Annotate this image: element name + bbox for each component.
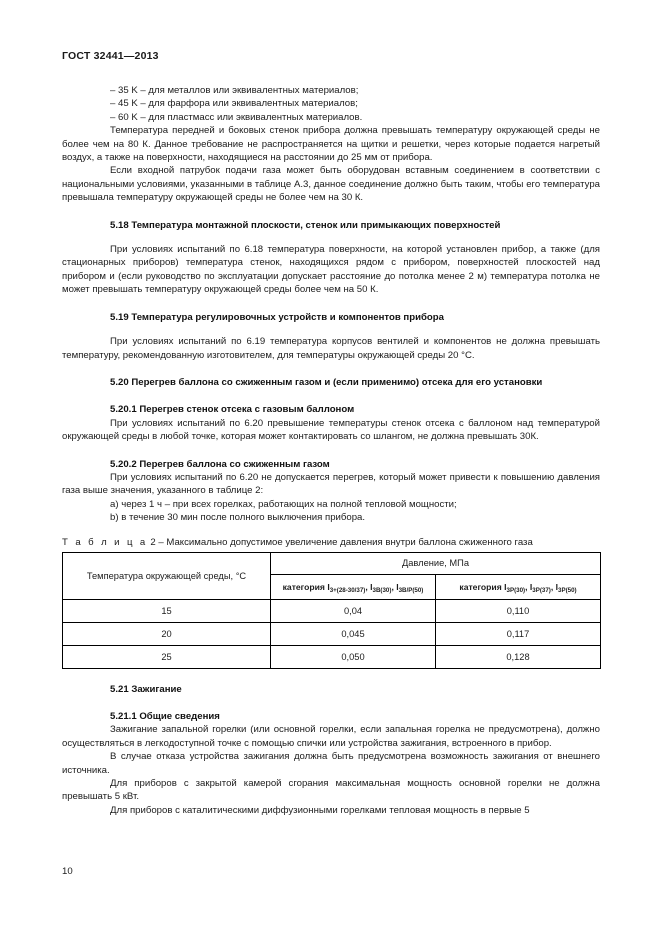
spacer (62, 444, 600, 458)
table-caption-number: 2 (150, 536, 156, 548)
cell-cat2: 0,128 (436, 645, 601, 668)
table-row (63, 645, 601, 668)
spacer (62, 324, 600, 335)
table-row (63, 622, 601, 645)
list-item-b: b) в течение 30 мин после полного выключения прибора. (110, 512, 366, 524)
heading-5-19: 5.19 Температура регулировочных устройств и компонентов прибора (110, 311, 444, 323)
table-caption (62, 536, 600, 549)
heading-5-20: 5.20 Перегрев баллона со сжиженным газом и (если применимо) отсека для его установки (110, 376, 543, 388)
list-item-a: a) через 1 ч – при всех горелках, работающих на полной тепловой мощности; (110, 498, 457, 510)
heading-5-20-2: 5.20.2 Перегрев баллона со сжиженным газом (110, 458, 330, 470)
paragraph-5-19: При условиях испытаний по 6.19 температура корпусов вентилей и компонентов не должна превышать температуру, рекомендованную изготовителем, для температуры окружающей среды 20 °С. (62, 336, 600, 361)
column-header-temperature: Температура окружающей среды, °С (63, 552, 271, 599)
spacer (62, 696, 600, 710)
paragraph-5-20-2: При условиях испытаний по 6.20 не допускается перегрев, который может привести к повышению давления газа выше значения, указанного в таблице 2: (62, 471, 600, 497)
heading-5-21-1: 5.21.1 Общие сведения (110, 710, 220, 722)
cell-temperature: 15 (63, 599, 271, 622)
category-1-prefix: категория (282, 581, 325, 592)
pressure-table (62, 552, 601, 669)
cell-cat2: 0,110 (436, 599, 601, 622)
cell-cat1: 0,045 (271, 622, 436, 645)
bullet-35k: – 35 K – для металлов или эквивалентных материалов; (110, 85, 359, 96)
spacer (62, 362, 600, 376)
spacer (62, 297, 600, 311)
cell-cat1: 0,050 (271, 645, 436, 668)
document-content (62, 84, 600, 817)
cell-cat2: 0,117 (436, 622, 601, 645)
table-header-row-1 (63, 552, 601, 574)
paragraph-front-walls: Температура передней и боковых стенок прибора должна превышать температуру окружающей среды не более чем на 80 К. Данное требование не распространяется на щитки и решетки, через которые подается нагретый воздух, а также на поверхности, находящиеся на расстоянии до 25 мм от прибора. (62, 125, 600, 164)
heading-5-20-1: 5.20.1 Перегрев стенок отсека с газовым баллоном (110, 404, 355, 416)
spacer (62, 232, 600, 243)
heading-5-21: 5.21 Зажигание (110, 683, 182, 695)
column-header-pressure-group: Давление, МПа (271, 552, 601, 574)
category-1-codes: $I_{3+(28-30/37)}$, $I_{3B(30)}$, $I_{3B/P(50)}$ (327, 581, 424, 594)
paragraph-5-21-1-a: Зажигание запальной горелки (или основной горелки, если запальная горелка не предусмотрена), должно осуществляться в легкодоступной точке с помощью спички или устройства зажигания, встроенного в прибор. (62, 724, 600, 749)
paragraph-5-20-1: При условиях испытаний по 6.20 превышение температуры стенок отсека с баллоном над температурой окружающей среды в любой точке, которая может контактировать со шлангом, не должна превышать 30К. (62, 417, 600, 443)
spacer (62, 389, 600, 403)
table-caption-text: – Максимально допустимое увеличение давления внутри баллона сжиженного газа (158, 536, 533, 548)
page-number: 10 (62, 866, 73, 877)
bullet-45k: – 45 K – для фарфора или эквивалентных материалов; (110, 98, 358, 110)
paragraph-5-21-1-d: Для приборов с каталитическими диффузионными горелками тепловая мощность в первые 5 (110, 804, 530, 816)
bullet-60k: – 60 K – для пластмасс или эквивалентных материалов. (110, 111, 363, 123)
category-2-codes: $I_{3P(30)}$, $I_{3P(37)}$, $I_{3P(50)}$ (504, 581, 577, 594)
category-2-prefix: категория (459, 581, 502, 592)
cell-temperature: 25 (63, 645, 271, 668)
spacer (62, 669, 600, 683)
cell-temperature: 20 (63, 622, 271, 645)
cell-cat1: 0,04 (271, 599, 436, 622)
paragraph-5-21-1-c: Для приборов с закрытой камерой сгорания максимальная мощность основной горелки не должна превышать 5 кВт. (62, 778, 600, 803)
paragraph-inlet-pipe: Если входной патрубок подачи газа может быть оборудован вставным соединением в соответствии с национальными условиями, указанными в таблице А.3, данное соединение должно быть таким, чтобы его температура превышала температуру окружающей среды не более чем на 30 К. (62, 165, 600, 204)
table-caption-label: Т а б л и ц а (62, 536, 148, 548)
paragraph-5-18: При условиях испытаний по 6.18 температура поверхности, на которой установлен прибор, а также (для стационарных приборов) температура стенок, находящихся рядом с прибором, поверхностей плоскостей над прибором и (если руководство по эксплуатации допускает расстояние до потолка менее 2 м) температура потолка не может превышать температуру окружающей среды более чем на 50 К. (62, 244, 600, 296)
column-header-category-2 (436, 574, 601, 599)
heading-5-18: 5.18 Температура монтажной плоскости, стенок или примыкающих поверхностей (110, 219, 501, 231)
table-body (63, 599, 601, 668)
spacer (62, 525, 600, 536)
spacer (62, 205, 600, 219)
column-header-category-1 (271, 574, 436, 599)
paragraph-5-21-1-b: В случае отказа устройства зажигания должна быть предусмотрена возможность зажигания от внешнего источника. (62, 751, 600, 776)
table-row (63, 599, 601, 622)
page-header: ГОСТ 32441—2013 (62, 50, 159, 62)
